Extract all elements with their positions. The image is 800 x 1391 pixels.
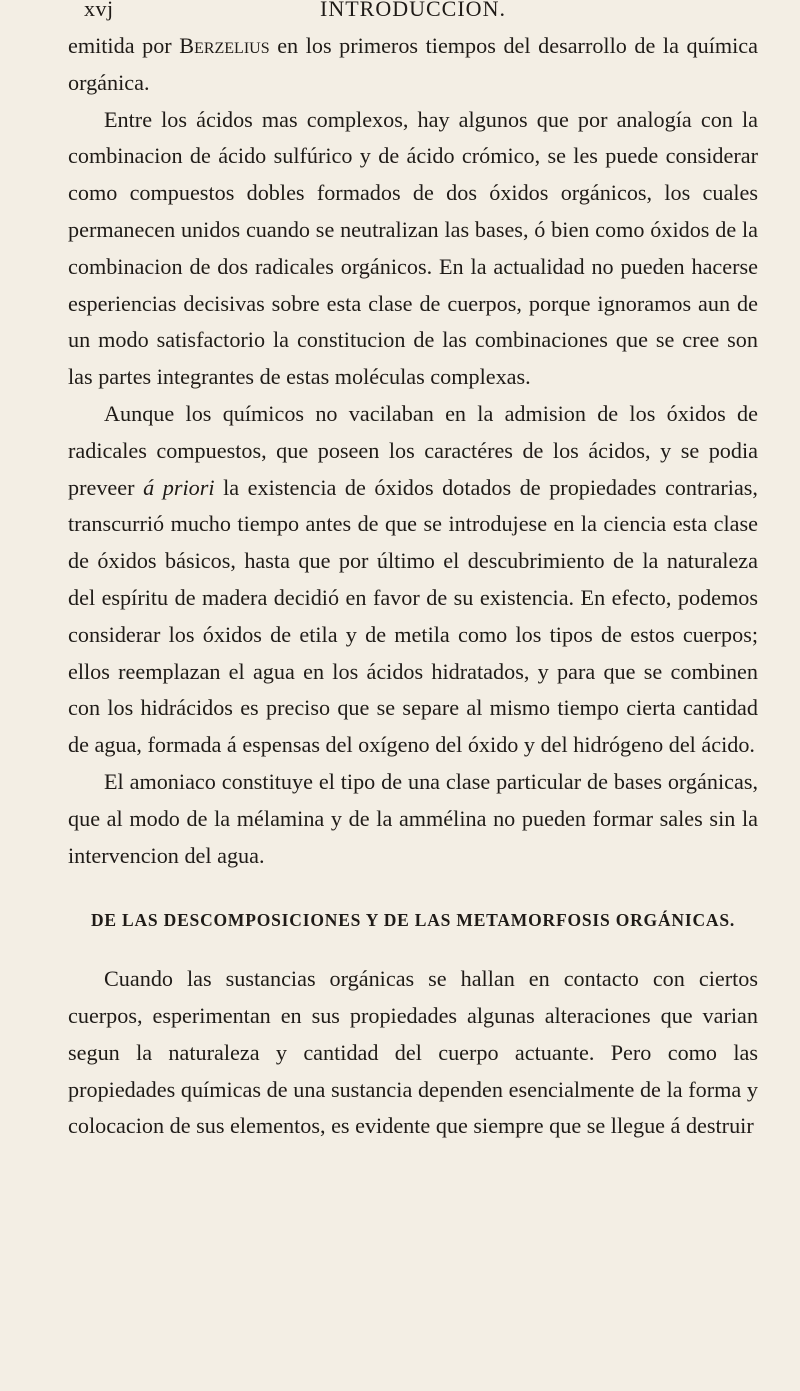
body-text: [68, 28, 758, 1145]
paragraph-complex-acids: Entre los ácidos mas complexos, hay algunos que por analogía con la combinacion de ácido sulfúrico y de ácido crómico, se les puede considerar como compuestos dobles formados de dos óxidos orgánicos, los cuales permanecen unidos cuando se neutralizan las bases, ó bien como óxidos de la combinacion de dos radicales orgánicos. En la actualidad no pueden hacerse esperiencias decisivas sobre esta clase de cuerpos, porque ignoramos aun de un modo satisfactorio la constitucion de las combinaciones que se cree son las partes integrantes de estas moléculas complexas.: [68, 106, 758, 390]
author-name: Berzelius: [179, 33, 270, 58]
paragraph-ammonia: El amoniaco constituye el tipo de una clase particular de bases orgánicas, que al modo de la mélamina y de la ammélina no pueden formar sales sin la intervencion del agua.: [68, 768, 758, 868]
paragraph-basic-oxides: Aunque los químicos no vacilaban en la admision de los óxidos de radicales compuestos, que poseen los caractéres de los ácidos, y se podia preveer á priori la existencia de óxidos dotados de propiedades contrarias, transcurrió mucho tiempo antes de que se introdujese en la ciencia esta clase de óxidos básicos, hasta que por último el descubrimiento de la naturaleza del espíritu de madera decidió en favor de su existencia. En efecto, podemos considerar los óxidos de etila y de metila como los tipos de estos cuerpos; ellos reemplazan el agua en los ácidos hidratados, y para que se combinen con los hidrácidos es preciso que se separe al mismo tiempo cierta cantidad de agua, formada á espensas del oxígeno del óxido y del hidrógeno del ácido.: [68, 400, 758, 758]
running-head: [68, 0, 758, 28]
paragraph-decompositions: Cuando las sustancias orgánicas se hallan en contacto con ciertos cuerpos, esperimentan en sus propiedades algunas alteraciones que varian segun la naturaleza y cantidad del cuerpo actuante. Pero como las propiedades químicas de una sustancia dependen esencialmente de la forma y colocacion de sus elementos, es evidente que siempre que se llegue á destruir: [68, 966, 758, 1139]
italic-phrase: á priori: [143, 474, 215, 500]
running-title: INTRODUCCION.: [320, 0, 506, 21]
section-heading: DE LAS DESCOMPOSICIONES Y DE LAS METAMORFOSIS ORGÁNICAS.: [90, 910, 736, 931]
page-number: xvj: [84, 0, 114, 21]
paragraph-continuation: emitida por Berzelius en los primeros tiempos del desarrollo de la química orgánica.: [68, 33, 758, 95]
